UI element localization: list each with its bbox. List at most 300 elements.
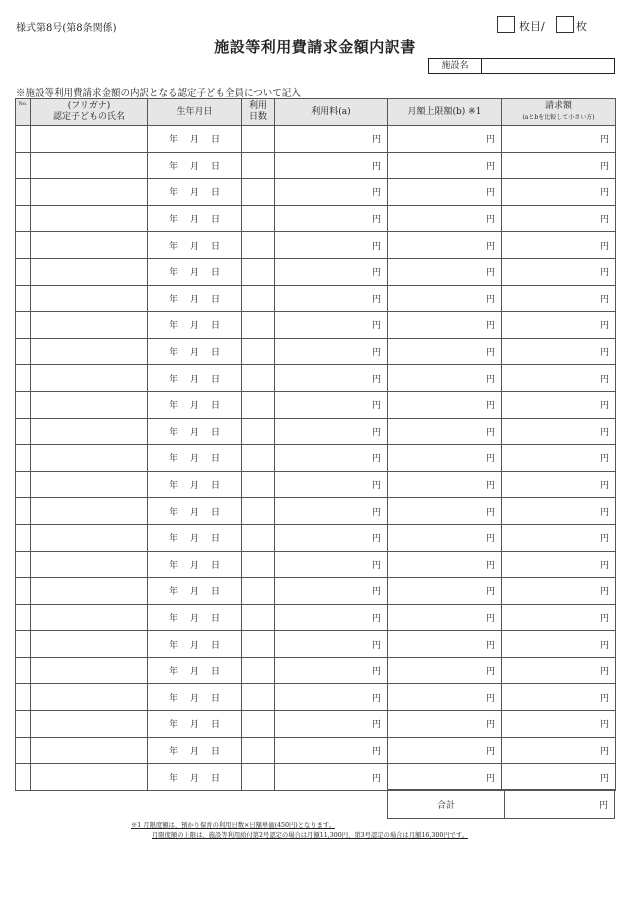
dob-month-label: 月 [189, 454, 199, 465]
row-claim-cell[interactable]: 円 [502, 764, 616, 791]
row-no-cell[interactable] [16, 285, 31, 312]
dob-day-label: 日 [211, 321, 221, 332]
table-row [16, 312, 616, 339]
row-claim-cell[interactable]: 円 [502, 445, 616, 472]
row-no-cell[interactable] [16, 657, 31, 684]
row-claim-cell[interactable]: 円 [502, 604, 616, 631]
dob-day-label: 日 [211, 268, 221, 279]
total-amount[interactable]: 円 [505, 790, 615, 819]
table-row [16, 152, 616, 179]
dob-month-label: 月 [189, 481, 199, 492]
dob-day-label: 日 [211, 667, 221, 678]
row-fee-cell[interactable]: 円 [275, 258, 388, 285]
dob-year-label: 年 [168, 188, 178, 199]
dob-year-label: 年 [168, 401, 178, 412]
dob-month-label: 月 [189, 427, 199, 438]
row-no-cell[interactable] [16, 338, 31, 365]
row-claim-cell[interactable]: 円 [502, 711, 616, 738]
dob-day-label: 日 [211, 720, 221, 731]
row-name-cell[interactable] [31, 711, 148, 738]
row-fee-cell[interactable]: 円 [275, 578, 388, 605]
row-limit-cell[interactable]: 円 [388, 657, 502, 684]
dob-year-label: 年 [168, 507, 178, 518]
table-row [16, 711, 616, 738]
row-claim-cell[interactable]: 円 [502, 524, 616, 551]
row-no-cell[interactable] [16, 232, 31, 259]
row-days-cell[interactable] [242, 365, 275, 392]
row-days-cell[interactable] [242, 711, 275, 738]
row-no-cell[interactable] [16, 471, 31, 498]
row-days-cell[interactable] [242, 258, 275, 285]
row-no-cell[interactable] [16, 152, 31, 179]
dob-year-label: 年 [168, 481, 178, 492]
row-no-cell[interactable] [16, 258, 31, 285]
col-fee-header: 利用料(a) [275, 99, 388, 126]
table-row [16, 551, 616, 578]
table-row [16, 338, 616, 365]
row-limit-cell[interactable]: 円 [388, 179, 502, 206]
row-name-cell[interactable] [31, 764, 148, 791]
col-days-line2: 日数 [248, 112, 267, 122]
row-claim-cell[interactable]: 円 [502, 152, 616, 179]
row-claim-cell[interactable]: 円 [502, 391, 616, 418]
row-no-cell[interactable] [16, 418, 31, 445]
dob-year-label: 年 [168, 215, 178, 226]
row-limit-cell[interactable]: 円 [388, 711, 502, 738]
table-row [16, 258, 616, 285]
dob-month-label: 月 [189, 294, 199, 305]
row-dob-cell[interactable] [148, 524, 242, 551]
row-limit-cell[interactable]: 円 [388, 498, 502, 525]
table-row [16, 764, 616, 791]
row-fee-cell[interactable]: 円 [275, 445, 388, 472]
row-claim-cell[interactable]: 円 [502, 471, 616, 498]
row-dob-cell[interactable] [148, 711, 242, 738]
row-days-cell[interactable] [242, 312, 275, 339]
col-claim-label: 請求額 [544, 101, 572, 111]
row-days-cell[interactable] [242, 764, 275, 791]
row-fee-cell[interactable]: 円 [275, 498, 388, 525]
row-days-cell[interactable] [242, 418, 275, 445]
row-limit-cell[interactable]: 円 [388, 684, 502, 711]
col-name-kana: (フリガナ) [67, 101, 111, 111]
dob-month-label: 月 [189, 241, 199, 252]
row-dob-cell[interactable] [148, 312, 242, 339]
row-claim-cell[interactable]: 円 [502, 737, 616, 764]
footnote-1-text: ※1 月限度額は、預かり保育の利用日数×日額単価(450円)となります。 [131, 822, 336, 829]
dob-month-label: 月 [189, 135, 199, 146]
row-dob-cell[interactable] [148, 551, 242, 578]
row-days-cell[interactable] [242, 126, 275, 153]
table-row [16, 631, 616, 658]
dob-month-label: 月 [189, 693, 199, 704]
row-days-cell[interactable] [242, 152, 275, 179]
row-claim-cell[interactable]: 円 [502, 126, 616, 153]
dob-day-label: 日 [211, 427, 221, 438]
dob-year-label: 年 [168, 560, 178, 571]
dob-day-label: 日 [211, 534, 221, 545]
row-name-cell[interactable] [31, 126, 148, 153]
row-limit-cell[interactable]: 円 [388, 524, 502, 551]
row-no-cell[interactable] [16, 764, 31, 791]
row-days-cell[interactable] [242, 578, 275, 605]
row-dob-cell[interactable] [148, 498, 242, 525]
row-name-cell[interactable] [31, 205, 148, 232]
row-fee-cell[interactable]: 円 [275, 285, 388, 312]
row-no-cell[interactable] [16, 578, 31, 605]
row-days-cell[interactable] [242, 551, 275, 578]
row-claim-cell[interactable]: 円 [502, 578, 616, 605]
row-limit-cell[interactable]: 円 [388, 312, 502, 339]
dob-month-label: 月 [189, 401, 199, 412]
col-no-header: No. [16, 99, 31, 126]
row-days-cell[interactable] [242, 471, 275, 498]
row-limit-cell[interactable]: 円 [388, 338, 502, 365]
dob-year-label: 年 [168, 161, 178, 172]
row-limit-cell[interactable]: 円 [388, 445, 502, 472]
row-days-cell[interactable] [242, 285, 275, 312]
facility-input[interactable] [482, 59, 614, 73]
row-limit-cell[interactable]: 円 [388, 604, 502, 631]
dob-year-label: 年 [168, 135, 178, 146]
table-row [16, 604, 616, 631]
row-name-cell[interactable] [31, 418, 148, 445]
row-name-cell[interactable] [31, 179, 148, 206]
facility-label: 施設名 [429, 59, 482, 73]
dob-day-label: 日 [211, 188, 221, 199]
table-row [16, 365, 616, 392]
row-limit-cell[interactable]: 円 [388, 578, 502, 605]
document-title: 施設等利用費請求金額内訳書 [214, 38, 416, 56]
dob-year-label: 年 [168, 640, 178, 651]
col-name-label: 認定子どもの氏名 [52, 112, 125, 122]
table-row [16, 498, 616, 525]
row-fee-cell[interactable]: 円 [275, 604, 388, 631]
row-no-cell[interactable] [16, 126, 31, 153]
row-no-cell[interactable] [16, 205, 31, 232]
row-fee-cell[interactable]: 円 [275, 205, 388, 232]
dob-day-label: 日 [211, 161, 221, 172]
dob-day-label: 日 [211, 135, 221, 146]
row-name-cell[interactable] [31, 285, 148, 312]
footnote-2-text: 月限度額の上限は、施設等利用給付第2号認定の場合は月額11,300円、第3号認定の場合は月額16,300円です。 [152, 832, 469, 839]
row-fee-cell[interactable]: 円 [275, 524, 388, 551]
row-days-cell[interactable] [242, 232, 275, 259]
row-no-cell[interactable] [16, 179, 31, 206]
row-fee-cell[interactable]: 円 [275, 232, 388, 259]
row-claim-cell[interactable]: 円 [502, 312, 616, 339]
page-total-label: 枚 [576, 20, 587, 33]
footnote-2 [152, 830, 468, 839]
row-name-cell[interactable] [31, 631, 148, 658]
row-claim-cell[interactable]: 円 [502, 551, 616, 578]
row-limit-cell[interactable]: 円 [388, 232, 502, 259]
table-row [16, 657, 616, 684]
dob-year-label: 年 [168, 773, 178, 784]
row-fee-cell[interactable]: 円 [275, 551, 388, 578]
dob-month-label: 月 [189, 268, 199, 279]
row-dob-cell[interactable] [148, 737, 242, 764]
dob-year-label: 年 [168, 667, 178, 678]
form-number: 様式第8号(第8条関係) [16, 23, 117, 34]
row-limit-cell[interactable]: 円 [388, 418, 502, 445]
row-dob-cell[interactable] [148, 365, 242, 392]
dob-month-label: 月 [189, 667, 199, 678]
row-days-cell[interactable] [242, 205, 275, 232]
dob-day-label: 日 [211, 640, 221, 651]
row-no-cell[interactable] [16, 391, 31, 418]
dob-day-label: 日 [211, 215, 221, 226]
page-current-box[interactable] [497, 16, 515, 33]
table-header-row [16, 99, 616, 126]
dob-day-label: 日 [211, 746, 221, 757]
total-table [387, 789, 615, 819]
row-no-cell[interactable] [16, 365, 31, 392]
col-limit-header: 月額上限額(b) ※1 [388, 99, 502, 126]
row-name-cell[interactable] [31, 498, 148, 525]
row-fee-cell[interactable]: 円 [275, 684, 388, 711]
row-dob-cell[interactable] [148, 684, 242, 711]
row-days-cell[interactable] [242, 338, 275, 365]
dob-day-label: 日 [211, 241, 221, 252]
dob-day-label: 日 [211, 348, 221, 359]
dob-year-label: 年 [168, 321, 178, 332]
dob-month-label: 月 [189, 613, 199, 624]
row-dob-cell[interactable] [148, 205, 242, 232]
row-dob-cell[interactable] [148, 391, 242, 418]
row-dob-cell[interactable] [148, 631, 242, 658]
table-row [16, 126, 616, 153]
row-name-cell[interactable] [31, 604, 148, 631]
dob-year-label: 年 [168, 241, 178, 252]
dob-month-label: 月 [189, 534, 199, 545]
row-claim-cell[interactable]: 円 [502, 684, 616, 711]
row-claim-cell[interactable]: 円 [502, 418, 616, 445]
row-fee-cell[interactable]: 円 [275, 312, 388, 339]
row-no-cell[interactable] [16, 524, 31, 551]
dob-day-label: 日 [211, 613, 221, 624]
dob-month-label: 月 [189, 215, 199, 226]
row-no-cell[interactable] [16, 551, 31, 578]
row-limit-cell[interactable]: 円 [388, 551, 502, 578]
row-no-cell[interactable] [16, 631, 31, 658]
row-days-cell[interactable] [242, 498, 275, 525]
row-name-cell[interactable] [31, 578, 148, 605]
row-dob-cell[interactable] [148, 445, 242, 472]
row-claim-cell[interactable]: 円 [502, 179, 616, 206]
row-days-cell[interactable] [242, 179, 275, 206]
table-row [16, 205, 616, 232]
row-fee-cell[interactable]: 円 [275, 179, 388, 206]
row-fee-cell[interactable]: 円 [275, 737, 388, 764]
row-limit-cell[interactable]: 円 [388, 205, 502, 232]
total-label: 合計 [388, 790, 505, 819]
dob-year-label: 年 [168, 348, 178, 359]
table-row [16, 179, 616, 206]
row-claim-cell[interactable]: 円 [502, 498, 616, 525]
row-claim-cell[interactable]: 円 [502, 365, 616, 392]
row-name-cell[interactable] [31, 551, 148, 578]
page-current-label: 枚目/ [519, 20, 545, 33]
table-row [16, 524, 616, 551]
row-name-cell[interactable] [31, 365, 148, 392]
row-claim-cell[interactable]: 円 [502, 285, 616, 312]
row-limit-cell[interactable]: 円 [388, 126, 502, 153]
row-fee-cell[interactable]: 円 [275, 365, 388, 392]
table-row [16, 445, 616, 472]
row-name-cell[interactable] [31, 471, 148, 498]
row-dob-cell[interactable] [148, 578, 242, 605]
row-limit-cell[interactable]: 円 [388, 737, 502, 764]
row-name-cell[interactable] [31, 152, 148, 179]
dob-day-label: 日 [211, 773, 221, 784]
dob-day-label: 日 [211, 401, 221, 412]
row-no-cell[interactable] [16, 684, 31, 711]
row-dob-cell[interactable] [148, 179, 242, 206]
row-name-cell[interactable] [31, 524, 148, 551]
children-table [15, 98, 616, 791]
row-fee-cell[interactable]: 円 [275, 471, 388, 498]
row-dob-cell[interactable] [148, 471, 242, 498]
table-row [16, 737, 616, 764]
row-limit-cell[interactable]: 円 [388, 365, 502, 392]
page-total-box[interactable] [556, 16, 574, 33]
row-limit-cell[interactable]: 円 [388, 471, 502, 498]
dob-day-label: 日 [211, 454, 221, 465]
dob-year-label: 年 [168, 720, 178, 731]
row-name-cell[interactable] [31, 391, 148, 418]
dob-year-label: 年 [168, 587, 178, 598]
row-claim-cell[interactable]: 円 [502, 338, 616, 365]
row-limit-cell[interactable]: 円 [388, 285, 502, 312]
row-days-cell[interactable] [242, 445, 275, 472]
row-claim-cell[interactable]: 円 [502, 258, 616, 285]
row-days-cell[interactable] [242, 657, 275, 684]
row-no-cell[interactable] [16, 604, 31, 631]
row-no-cell[interactable] [16, 445, 31, 472]
row-days-cell[interactable] [242, 524, 275, 551]
table-row [16, 285, 616, 312]
row-claim-cell[interactable]: 円 [502, 232, 616, 259]
row-dob-cell[interactable] [148, 258, 242, 285]
row-name-cell[interactable] [31, 338, 148, 365]
row-fee-cell[interactable]: 円 [275, 126, 388, 153]
col-name-header [31, 99, 148, 126]
row-fee-cell[interactable]: 円 [275, 391, 388, 418]
row-no-cell[interactable] [16, 312, 31, 339]
dob-month-label: 月 [189, 374, 199, 385]
row-days-cell[interactable] [242, 631, 275, 658]
row-days-cell[interactable] [242, 684, 275, 711]
row-days-cell[interactable] [242, 391, 275, 418]
row-limit-cell[interactable]: 円 [388, 258, 502, 285]
row-limit-cell[interactable]: 円 [388, 764, 502, 791]
row-fee-cell[interactable]: 円 [275, 711, 388, 738]
row-name-cell[interactable] [31, 312, 148, 339]
dob-month-label: 月 [189, 720, 199, 731]
dob-month-label: 月 [189, 560, 199, 571]
row-no-cell[interactable] [16, 498, 31, 525]
row-name-cell[interactable] [31, 684, 148, 711]
row-fee-cell[interactable]: 円 [275, 657, 388, 684]
dob-day-label: 日 [211, 481, 221, 492]
dob-month-label: 月 [189, 348, 199, 359]
total-row [388, 790, 615, 819]
col-days-line1: 利用 [248, 101, 267, 111]
dob-day-label: 日 [211, 507, 221, 518]
footnote-1 [131, 820, 335, 829]
row-dob-cell[interactable] [148, 285, 242, 312]
row-claim-cell[interactable]: 円 [502, 205, 616, 232]
dob-month-label: 月 [189, 773, 199, 784]
dob-year-label: 年 [168, 534, 178, 545]
row-dob-cell[interactable] [148, 604, 242, 631]
row-dob-cell[interactable] [148, 338, 242, 365]
table-row [16, 418, 616, 445]
row-dob-cell[interactable] [148, 657, 242, 684]
row-name-cell[interactable] [31, 445, 148, 472]
row-dob-cell[interactable] [148, 232, 242, 259]
row-limit-cell[interactable]: 円 [388, 631, 502, 658]
table-body [16, 126, 616, 791]
dob-day-label: 日 [211, 374, 221, 385]
row-no-cell[interactable] [16, 737, 31, 764]
instruction-note: ※施設等利用費請求金額の内訳となる認定子ども全員について記入 [16, 88, 301, 99]
dob-month-label: 月 [189, 587, 199, 598]
row-limit-cell[interactable]: 円 [388, 391, 502, 418]
row-no-cell[interactable] [16, 711, 31, 738]
dob-year-label: 年 [168, 374, 178, 385]
dob-day-label: 日 [211, 587, 221, 598]
dob-day-label: 日 [211, 560, 221, 571]
dob-month-label: 月 [189, 507, 199, 518]
row-limit-cell[interactable]: 円 [388, 152, 502, 179]
dob-year-label: 年 [168, 693, 178, 704]
dob-year-label: 年 [168, 268, 178, 279]
dob-month-label: 月 [189, 161, 199, 172]
row-fee-cell[interactable]: 円 [275, 338, 388, 365]
row-claim-cell[interactable]: 円 [502, 631, 616, 658]
col-days-header [242, 99, 275, 126]
row-dob-cell[interactable] [148, 126, 242, 153]
row-fee-cell[interactable]: 円 [275, 631, 388, 658]
dob-month-label: 月 [189, 188, 199, 199]
row-dob-cell[interactable] [148, 764, 242, 791]
row-fee-cell[interactable]: 円 [275, 152, 388, 179]
dob-year-label: 年 [168, 454, 178, 465]
row-days-cell[interactable] [242, 604, 275, 631]
table-row [16, 232, 616, 259]
table-row [16, 684, 616, 711]
row-fee-cell[interactable]: 円 [275, 418, 388, 445]
row-fee-cell[interactable]: 円 [275, 764, 388, 791]
row-claim-cell[interactable]: 円 [502, 657, 616, 684]
row-name-cell[interactable] [31, 258, 148, 285]
dob-year-label: 年 [168, 427, 178, 438]
row-days-cell[interactable] [242, 737, 275, 764]
row-name-cell[interactable] [31, 737, 148, 764]
row-name-cell[interactable] [31, 657, 148, 684]
col-dob-header: 生年月日 [148, 99, 242, 126]
dob-year-label: 年 [168, 746, 178, 757]
col-claim-sub: (aとbを比較して小さい方) [522, 114, 595, 121]
dob-month-label: 月 [189, 640, 199, 651]
table-row [16, 471, 616, 498]
dob-day-label: 日 [211, 693, 221, 704]
row-dob-cell[interactable] [148, 152, 242, 179]
row-name-cell[interactable] [31, 232, 148, 259]
row-dob-cell[interactable] [148, 418, 242, 445]
